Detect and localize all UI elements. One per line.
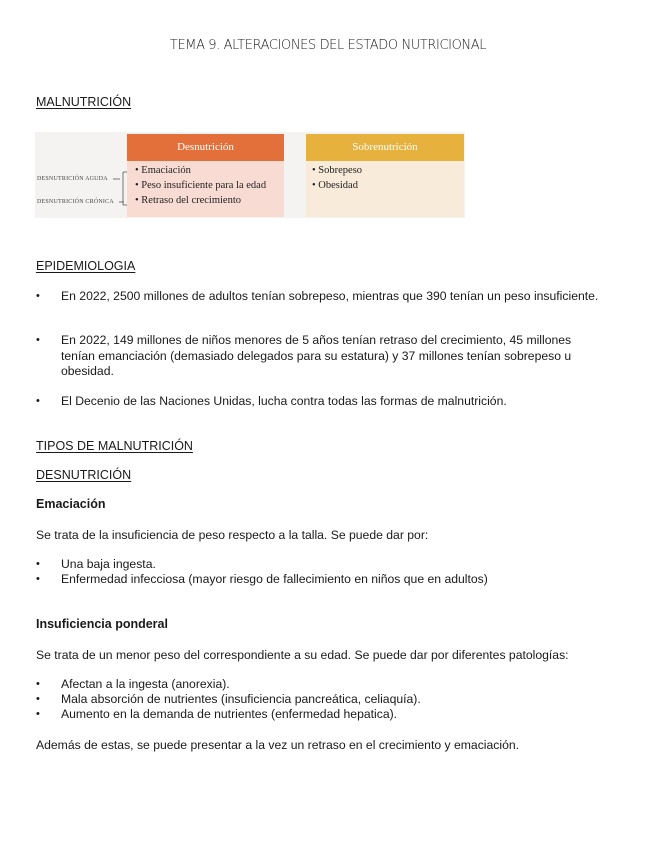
epidemiologia-heading: EPIDEMIOLOGIA — [36, 259, 136, 273]
insuficiencia-item: Aumento en la demanda de nutrientes (enfermedad hepatica). — [61, 707, 398, 721]
label-desnutricion-cronica: DESNUTRICIÓN CRÓNICA — [37, 199, 114, 205]
desnutricion-item: • Retraso del crecimiento — [135, 195, 242, 206]
bullet: • — [36, 693, 40, 705]
sobrenutricion-item: • Obesidad — [312, 180, 358, 191]
insuficiencia-item: Mala absorción de nutrientes (insuficiencia pancreática, celiaquía). — [61, 692, 421, 706]
emaciacion-item: Una baja ingesta. — [61, 557, 156, 571]
bullet: • — [36, 678, 40, 690]
epidemiologia-item: En 2022, 149 millones de niños menores de 5 años tenían retraso del crecimiento, 45 millones tenían emanciación (demasiado delegados para su estatura) y 37 millones tenían sobrepeso u obesidad. — [61, 333, 572, 378]
epidemiologia-item: En 2022, 2500 millones de adultos tenían sobrepeso, mientras que 390 tenían un peso insuficiente. — [61, 289, 599, 303]
insuficiencia-title: Insuficiencia ponderal — [36, 617, 168, 631]
label-desnutricion-aguda: DESNUTRICIÓN AGUDA — [37, 176, 108, 182]
desnutricion-item: • Peso insuficiente para la edad — [135, 180, 267, 191]
desnutricion-box — [127, 161, 284, 217]
malnutricion-diagram — [35, 132, 465, 218]
emaciacion-item: Enfermedad infecciosa (mayor riesgo de fallecimiento en niños que en adultos) — [61, 572, 488, 586]
bullet: • — [36, 708, 40, 720]
bullet: • — [36, 558, 40, 570]
insuficiencia-intro: Se trata de un menor peso del correspondiente a su edad. Se puede dar por diferentes patologías: — [36, 648, 569, 662]
sobrenutricion-item: • Sobrepeso — [312, 165, 363, 176]
bullet: • — [36, 290, 40, 302]
bullet: • — [36, 573, 40, 585]
malnutricion-heading: MALNUTRICIÓN — [36, 95, 132, 109]
bullet: • — [36, 395, 40, 407]
desnutricion-item: • Emaciación — [135, 165, 191, 176]
document-title: TEMA 9. ALTERACIONES DEL ESTADO NUTRICIONAL — [169, 38, 487, 53]
bullet: • — [36, 334, 40, 346]
epidemiologia-item: El Decenio de las Naciones Unidas, lucha contra todas las formas de malnutrición. — [61, 394, 507, 408]
insuficiencia-item: Afectan a la ingesta (anorexia). — [61, 677, 230, 691]
diagram-connectors — [35, 132, 135, 218]
desnutricion-header: Desnutrición — [127, 134, 284, 161]
sobrenutricion-box — [306, 161, 464, 217]
desnutricion-heading: DESNUTRICIÓN — [36, 468, 132, 482]
sobrenutricion-header: Sobrenutrición — [306, 134, 464, 161]
emaciacion-intro: Se trata de la insuficiencia de peso respecto a la talla. Se puede dar por: — [36, 528, 429, 542]
emaciacion-title: Emaciación — [36, 497, 106, 511]
insuficiencia-closing: Además de estas, se puede presentar a la vez un retraso en el crecimiento y emaciación. — [36, 738, 520, 752]
tipos-heading: TIPOS DE MALNUTRICIÓN — [36, 439, 193, 453]
